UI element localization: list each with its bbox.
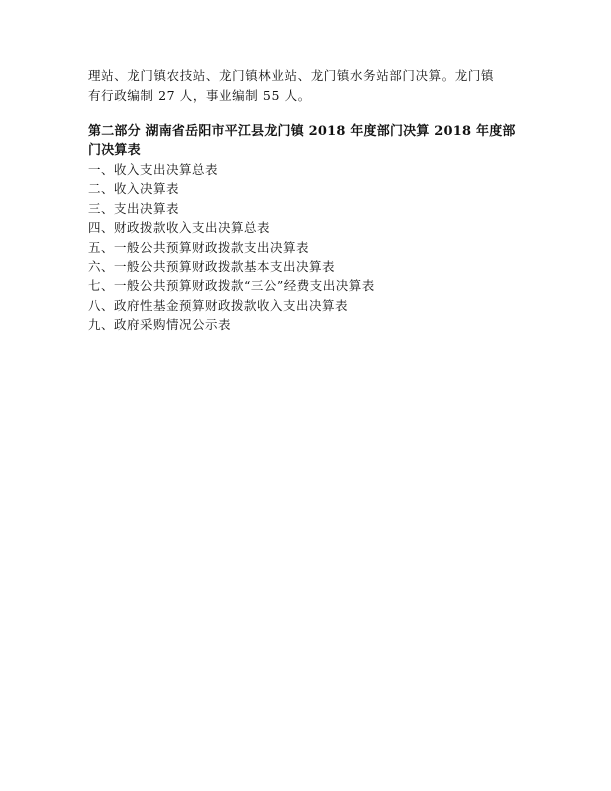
section-heading-line: 第二部分 湖南省岳阳市平江县龙门镇 2018 年度部门决算 2018 年度部 <box>88 124 516 139</box>
table-list-item: 七、一般公共预算财政拨款“三公”经费支出决算表 <box>88 278 375 294</box>
table-list-item: 二、收入决算表 <box>88 181 180 197</box>
table-list-item: 八、政府性基金预算财政拨款收入支出决算表 <box>88 297 349 313</box>
table-list-item: 六、一般公共预算财政拨款基本支出决算表 <box>88 259 336 275</box>
table-list-item: 四、财政拨款收入支出决算总表 <box>88 220 271 236</box>
table-list-item: 九、政府采购情况公示表 <box>88 317 232 333</box>
intro-paragraph <box>88 66 528 106</box>
section-heading-line: 门决算表 <box>88 143 141 158</box>
section-heading <box>88 122 528 160</box>
table-list-item: 一、收入支出决算总表 <box>88 162 219 177</box>
table-list-item: 三、支出决算表 <box>88 200 180 216</box>
table-list-item: 五、一般公共预算财政拨款支出决算表 <box>88 239 310 255</box>
table-list <box>88 160 375 335</box>
intro-line: 有行政编制 27 人，事业编制 55 人。 <box>88 88 311 103</box>
intro-line: 理站、龙门镇农技站、龙门镇林业站、龙门镇水务站部门决算。龙门镇 <box>88 68 495 83</box>
